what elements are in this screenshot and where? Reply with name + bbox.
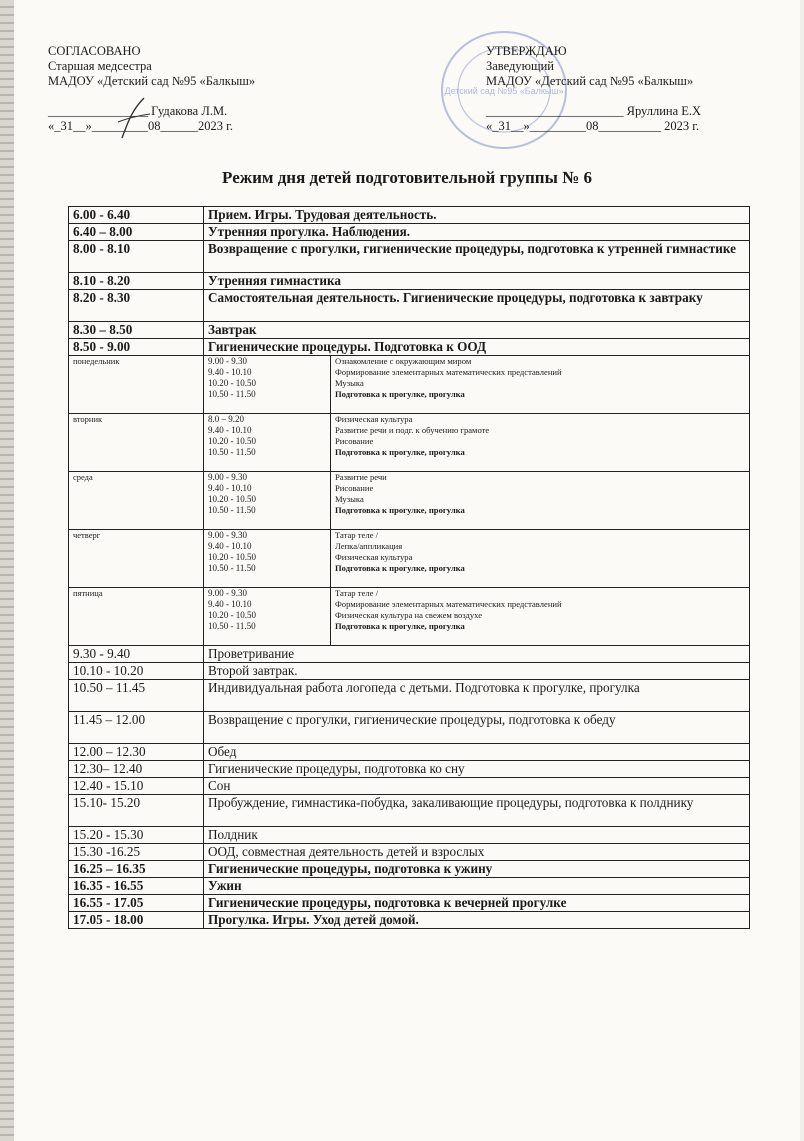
time-cell: 16.55 - 17.05 [69,895,204,912]
activity-cell: Самостоятельная деятельность. Гигиенические процедуры, подготовка к завтраку [204,290,750,322]
day-time-slot: 8.0 – 9.20 [208,414,244,424]
activity-cell: Полдник [204,827,750,844]
day-details [204,414,749,471]
day-subject: Формирование элементарных математических представлений [335,599,562,609]
activity-cell: Индивидуальная работа логопеда с детьми. Подготовка к прогулке, прогулка [204,680,750,712]
day-name: вторник [73,414,103,424]
time-cell: 8.50 - 9.00 [69,339,204,356]
table-row [69,339,750,356]
day-time-slot: 10.20 - 10.50 [208,494,256,504]
approval-right-title: УТВЕРЖДАЮ [486,44,567,58]
activity-cell: Возвращение с прогулки, гигиенические процедуры, подготовка к утренней гимнастике [204,241,750,273]
table-row [69,290,750,322]
day-subjects [331,588,749,645]
day-subject: Лепка/аппликация [335,541,403,551]
day-subject: Развитие речи и подг. к обучению грамоте [335,425,490,435]
day-subjects [331,472,749,529]
day-time-slot: 10.20 - 10.50 [208,610,256,620]
day-time-slot: 10.50 - 11.50 [208,505,256,515]
approval-left-org: МАДОУ «Детский сад №95 «Балкыш» [48,74,256,88]
time-cell: 12.00 – 12.30 [69,744,204,761]
table-row [69,878,750,895]
day-time-slot: 10.50 - 11.50 [208,389,256,399]
day-time-slot: 9.40 - 10.10 [208,599,252,609]
day-time-slot: 9.00 - 9.30 [208,588,247,598]
day-time-slot: 10.50 - 11.50 [208,447,256,457]
day-name-cell [69,356,204,414]
day-details [204,356,749,413]
day-time-slot: 10.50 - 11.50 [208,563,256,573]
day-subject: Подготовка к прогулке, прогулка [335,447,465,457]
table-row-day [69,356,750,414]
time-cell: 8.00 - 8.10 [69,241,204,273]
table-row [69,646,750,663]
day-subject: Развитие речи [335,472,387,482]
day-details [204,530,749,587]
day-name: четверг [73,530,101,540]
day-time-slot: 9.40 - 10.10 [208,483,252,493]
approval-left-title: СОГЛАСОВАНО [48,44,141,58]
day-name-cell [69,472,204,530]
table-row-day [69,530,750,588]
day-time-slot: 10.20 - 10.50 [208,436,256,446]
day-name: понедельник [73,356,120,366]
approval-right-org: МАДОУ «Детский сад №95 «Балкыш» [486,74,694,88]
day-time-slot: 9.40 - 10.10 [208,541,252,551]
day-time-slot: 9.00 - 9.30 [208,356,247,366]
activity-cell: Прогулка. Игры. Уход детей домой. [204,912,750,929]
table-row [69,861,750,878]
day-subject: Физическая культура на свежем воздухе [335,610,483,620]
day-subject: Татар теле / [335,588,378,598]
activity-cell: Возвращение с прогулки, гигиенические процедуры, подготовка к обеду [204,712,750,744]
day-times [204,472,331,529]
day-times [204,530,331,587]
table-row [69,895,750,912]
day-name: среда [73,472,93,482]
activity-cell: Утренняя гимнастика [204,273,750,290]
day-details-cell [204,414,750,472]
activity-cell: Завтрак [204,322,750,339]
day-times [204,588,331,645]
approval-left-role: Старшая медсестра [48,59,152,73]
time-cell: 16.25 – 16.35 [69,861,204,878]
table-row [69,827,750,844]
table-row [69,241,750,273]
day-details-cell [204,588,750,646]
activity-cell: Проветривание [204,646,750,663]
day-name-cell [69,530,204,588]
time-cell: 6.40 – 8.00 [69,224,204,241]
time-cell: 15.30 -16.25 [69,844,204,861]
day-time-slot: 10.50 - 11.50 [208,621,256,631]
table-row [69,761,750,778]
day-time-slot: 9.40 - 10.10 [208,425,252,435]
table-row [69,322,750,339]
table-row [69,207,750,224]
day-time-slot: 9.00 - 9.30 [208,472,247,482]
time-cell: 8.20 - 8.30 [69,290,204,322]
day-subjects [331,414,749,471]
day-subject: Физическая культура [335,414,413,424]
table-row-day [69,472,750,530]
day-details [204,588,749,645]
activity-cell: Сон [204,778,750,795]
activity-cell: Ужин [204,878,750,895]
day-details [204,472,749,529]
activity-cell: Гигиенические процедуры. Подготовка к ООД [204,339,750,356]
table-row [69,273,750,290]
day-times [204,414,331,471]
day-details-cell [204,472,750,530]
activity-cell: Второй завтрак. [204,663,750,680]
day-name-cell [69,588,204,646]
table-row [69,224,750,241]
approval-right-signature: ______________________ Яруллина Е.Х [486,104,702,118]
day-subject: Татар теле / [335,530,378,540]
day-subject: Подготовка к прогулке, прогулка [335,563,465,573]
time-cell: 16.35 - 16.55 [69,878,204,895]
day-details-cell [204,530,750,588]
day-subject: Рисование [335,436,374,446]
table-row [69,912,750,929]
activity-cell: Утренняя прогулка. Наблюдения. [204,224,750,241]
day-subjects [331,530,749,587]
activity-cell: ООД, совместная деятельность детей и взрослых [204,844,750,861]
document-page [14,0,800,1141]
time-cell: 15.10- 15.20 [69,795,204,827]
activity-cell: Обед [204,744,750,761]
time-cell: 17.05 - 18.00 [69,912,204,929]
day-subject: Подготовка к прогулке, прогулка [335,621,465,631]
day-subject: Подготовка к прогулке, прогулка [335,505,465,515]
day-subject: Рисование [335,483,374,493]
day-times [204,356,331,413]
table-row [69,778,750,795]
time-cell: 12.30– 12.40 [69,761,204,778]
time-cell: 8.30 – 8.50 [69,322,204,339]
time-cell: 15.20 - 15.30 [69,827,204,844]
time-cell: 6.00 - 6.40 [69,207,204,224]
time-cell: 10.10 - 10.20 [69,663,204,680]
day-time-slot: 10.20 - 10.50 [208,378,256,388]
approval-right-date: «_31__»_________08__________ 2023 г. [486,119,700,133]
day-details-cell [204,356,750,414]
day-subject: Музыка [335,494,364,504]
time-cell: 10.50 – 11.45 [69,680,204,712]
day-time-slot: 10.20 - 10.50 [208,552,256,562]
day-name: пятница [73,588,103,598]
stamp-text: Детский сад №95 «Балкыш» [444,86,564,96]
day-subjects [331,356,749,413]
approval-right-role: Заведующий [486,59,554,73]
day-subject: Подготовка к прогулке, прогулка [335,389,465,399]
day-name-cell [69,414,204,472]
table-row [69,663,750,680]
approval-right [486,44,701,134]
day-time-slot: 9.40 - 10.10 [208,367,252,377]
signature-mark-left [114,92,154,142]
time-cell: 12.40 - 15.10 [69,778,204,795]
table-row [69,844,750,861]
time-cell: 8.10 - 8.20 [69,273,204,290]
time-cell: 11.45 – 12.00 [69,712,204,744]
day-subject: Ознакомление с окружающим миром [335,356,472,366]
activity-cell: Гигиенические процедуры, подготовка к вечерней прогулке [204,895,750,912]
activity-cell: Гигиенические процедуры, подготовка ко сну [204,761,750,778]
approval-left-date: «_31__»_________08______2023 г. [48,119,233,133]
table-row-day [69,588,750,646]
day-subject: Формирование элементарных математических представлений [335,367,562,377]
day-subject: Физическая культура [335,552,413,562]
activity-cell: Гигиенические процедуры, подготовка к ужину [204,861,750,878]
activity-cell: Пробуждение, гимнастика-побудка, закаливающие процедуры, подготовка к полднику [204,795,750,827]
day-subject: Музыка [335,378,364,388]
page-title: Режим дня детей подготовительной группы № 6 [222,168,592,187]
table-row [69,712,750,744]
table-row [69,744,750,761]
binder-edge [0,0,14,1141]
schedule-table [68,206,750,929]
approval-left-signature: ________________ Гудакова Л.М. [48,104,228,118]
day-time-slot: 9.00 - 9.30 [208,530,247,540]
table-row [69,680,750,712]
table-row-day [69,414,750,472]
activity-cell: Прием. Игры. Трудовая деятельность. [204,207,750,224]
time-cell: 9.30 - 9.40 [69,646,204,663]
table-row [69,795,750,827]
